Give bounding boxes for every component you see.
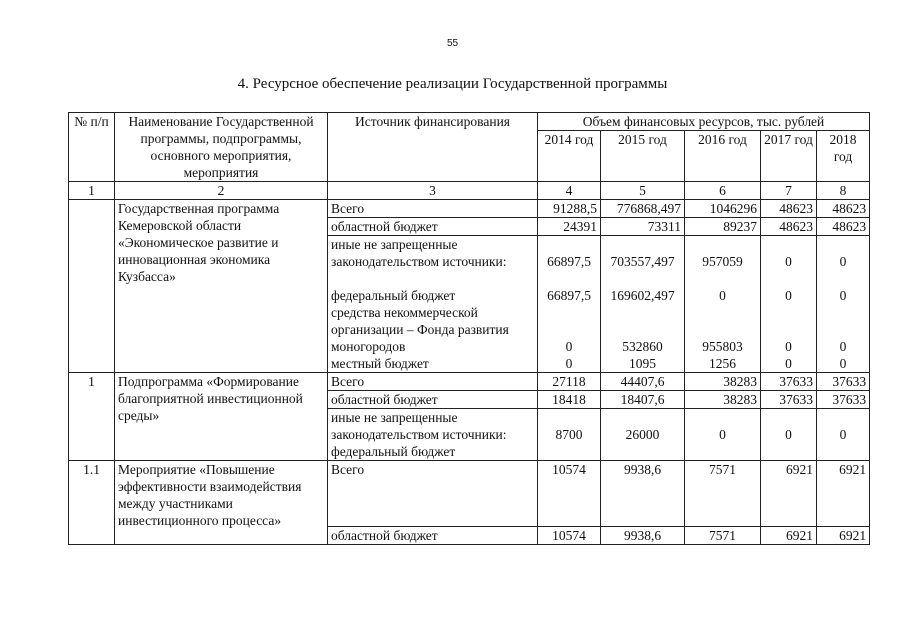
page-number: 55 (446, 38, 459, 49)
value-cell: 73311 (601, 218, 685, 236)
column-number: 5 (601, 182, 685, 200)
value-cell: 48623 (761, 200, 817, 218)
value-cell: 6921 (817, 461, 870, 527)
value-cell: 0 (839, 339, 847, 354)
value-cell: 48623 (817, 218, 870, 236)
row-num (69, 200, 115, 373)
table-row (69, 461, 870, 527)
program-name: Мероприятие «Повышение эффективности взаимодействия между участниками инвестиционного процесса» (115, 461, 328, 545)
header-name: Наименование Государственной программы, подпрограммы, основного мероприятия, мероприятия (115, 113, 328, 182)
value-cell: 0 (839, 356, 847, 371)
value-cell: 44407,6 (601, 373, 685, 391)
value-cell: 169602,497 (610, 288, 675, 303)
value-group (538, 236, 601, 373)
value-group (817, 236, 870, 373)
header-year: 2016 год (685, 131, 761, 182)
column-number: 2 (115, 182, 328, 200)
table-row (69, 373, 870, 391)
source-label: иные не запрещенные законодательством источники: федеральный бюджет (328, 409, 538, 461)
header-num: № п/п (69, 113, 115, 182)
value-cell: 0 (839, 288, 847, 303)
value-group (685, 236, 761, 373)
column-number: 3 (328, 182, 538, 200)
value-cell: 37633 (817, 391, 870, 409)
value-cell: 6921 (817, 527, 870, 545)
source-label: федеральный бюджет (331, 288, 456, 303)
value-cell: 957059 (702, 254, 743, 269)
value-cell: 18407,6 (601, 391, 685, 409)
value-cell: 0 (685, 409, 761, 461)
column-number: 7 (761, 182, 817, 200)
value-cell: 1256 (709, 356, 736, 371)
header-source: Источник финансирования (328, 113, 538, 182)
source-label: областной бюджет (328, 391, 538, 409)
header-year: 2018 год (817, 131, 870, 182)
value-cell: 10574 (538, 461, 601, 527)
value-cell: 776868,497 (601, 200, 685, 218)
value-cell: 0 (785, 339, 792, 354)
value-cell: 9938,6 (601, 527, 685, 545)
value-cell: 955803 (702, 339, 743, 354)
row-num: 1 (69, 373, 115, 461)
value-cell: 1095 (629, 356, 656, 371)
source-label: Всего (328, 373, 538, 391)
value-group (601, 236, 685, 373)
value-cell: 26000 (601, 409, 685, 461)
column-number: 6 (685, 182, 761, 200)
value-cell: 0 (785, 288, 792, 303)
value-cell: 0 (817, 409, 870, 461)
value-cell: 37633 (817, 373, 870, 391)
value-cell: 8700 (538, 409, 601, 461)
source-label: иные не запрещенные законодательством источники: (331, 237, 507, 269)
table-row (69, 200, 870, 218)
value-cell: 66897,5 (547, 254, 591, 269)
header-year: 2015 год (601, 131, 685, 182)
header-year: 2014 год (538, 131, 601, 182)
value-cell: 48623 (817, 200, 870, 218)
row-num: 1.1 (69, 461, 115, 545)
column-number: 4 (538, 182, 601, 200)
value-cell: 66897,5 (547, 288, 591, 303)
value-cell: 89237 (685, 218, 761, 236)
value-cell: 18418 (538, 391, 601, 409)
resource-table (68, 112, 870, 545)
source-label: местный бюджет (331, 356, 429, 371)
value-cell: 7571 (685, 527, 761, 545)
source-group (328, 236, 538, 373)
source-label: областной бюджет (328, 527, 538, 545)
column-number: 1 (69, 182, 115, 200)
value-cell: 38283 (685, 391, 761, 409)
value-cell: 24391 (538, 218, 601, 236)
value-cell: 0 (839, 254, 847, 269)
value-group (761, 236, 817, 373)
value-cell: 7571 (685, 461, 761, 527)
value-cell: 0 (785, 356, 792, 371)
value-cell: 532860 (622, 339, 663, 354)
column-number: 8 (817, 182, 870, 200)
source-label: средства некоммерческой организации – Фонда развития моногородов (331, 305, 509, 354)
source-label: Всего (328, 200, 538, 218)
header-volume: Объем финансовых ресурсов, тыс. рублей (538, 113, 870, 131)
value-cell: 91288,5 (538, 200, 601, 218)
value-cell: 10574 (538, 527, 601, 545)
value-cell: 0 (565, 339, 573, 354)
value-cell: 38283 (685, 373, 761, 391)
value-cell: 27118 (538, 373, 601, 391)
header-year: 2017 год (761, 131, 817, 182)
value-cell: 6921 (761, 461, 817, 527)
value-cell: 9938,6 (601, 461, 685, 527)
value-cell: 1046296 (685, 200, 761, 218)
section-title: 4. Ресурсное обеспечение реализации Государственной программы (237, 76, 668, 92)
value-cell: 37633 (761, 391, 817, 409)
value-cell: 703557,497 (610, 254, 675, 269)
source-label: областной бюджет (328, 218, 538, 236)
value-cell: 0 (761, 409, 817, 461)
source-label: Всего (328, 461, 538, 527)
value-cell: 0 (565, 356, 573, 371)
value-cell: 0 (719, 288, 726, 303)
value-cell: 37633 (761, 373, 817, 391)
value-cell: 0 (785, 254, 792, 269)
program-name: Подпрограмма «Формирование благоприятной инвестиционной среды» (115, 373, 328, 461)
value-cell: 48623 (761, 218, 817, 236)
program-name: Государственная программа Кемеровской области «Экономическое развитие и инновационная экономика Кузбасса» (115, 200, 328, 373)
value-cell: 6921 (761, 527, 817, 545)
